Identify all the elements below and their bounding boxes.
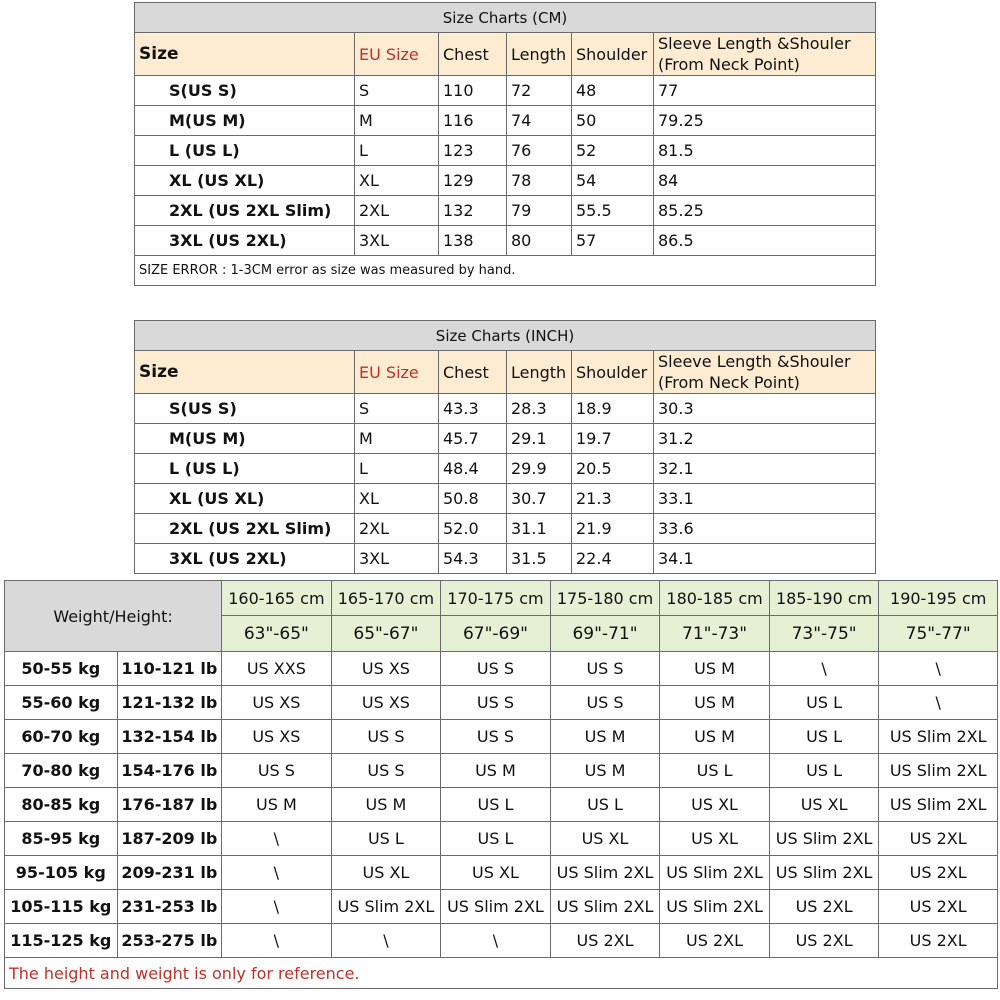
size-recommendation: US M	[660, 720, 770, 754]
size-recommendation: \	[441, 924, 551, 958]
height-in-header: 63"-65"	[222, 616, 332, 652]
cell-length: 78	[507, 166, 572, 196]
size-row	[135, 484, 876, 514]
size-recommendation: US L	[550, 788, 660, 822]
height-in-header: 71"-73"	[660, 616, 770, 652]
cell-sleeve-length: 33.1	[654, 484, 876, 514]
weight-kg: 85-95 kg	[5, 822, 118, 856]
size-recommendation: US M	[222, 788, 332, 822]
weight-lb: 231-253 lb	[117, 890, 222, 924]
cell-sleeve-length: 77	[654, 76, 876, 106]
weight-row	[5, 788, 998, 822]
cell-length: 29.1	[507, 424, 572, 454]
cell-length: 74	[507, 106, 572, 136]
header-chest: Chest	[439, 33, 507, 76]
height-cm-header: 185-190 cm	[769, 581, 879, 616]
cell-length: 76	[507, 136, 572, 166]
cell-length: 29.9	[507, 454, 572, 484]
cell-eu-size: 3XL	[355, 226, 439, 256]
weight-row	[5, 652, 998, 686]
size-recommendation: US XL	[769, 788, 879, 822]
size-recommendation: US M	[441, 754, 551, 788]
cell-sleeve-length: 79.25	[654, 106, 876, 136]
height-in-header: 75"-77"	[879, 616, 998, 652]
cell-eu-size: L	[355, 454, 439, 484]
weight-kg: 105-115 kg	[5, 890, 118, 924]
size-recommendation: US S	[331, 754, 441, 788]
cell-shoulder: 18.9	[572, 394, 654, 424]
cell-sleeve-length: 85.25	[654, 196, 876, 226]
cell-size: S(US S)	[135, 394, 355, 424]
size-recommendation: US S	[222, 754, 332, 788]
height-in-header: 69"-71"	[550, 616, 660, 652]
size-row	[135, 544, 876, 574]
weight-row	[5, 856, 998, 890]
size-recommendation: US L	[441, 822, 551, 856]
size-recommendation: US S	[441, 720, 551, 754]
cell-eu-size: M	[355, 106, 439, 136]
weight-lb: 253-275 lb	[117, 924, 222, 958]
size-recommendation: US S	[550, 686, 660, 720]
header-size: Size	[135, 351, 355, 394]
header-shoulder: Shoulder	[572, 351, 654, 394]
size-chart-title: Size Charts (CM)	[135, 3, 876, 33]
height-in-header: 73"-75"	[769, 616, 879, 652]
size-recommendation: US M	[550, 720, 660, 754]
height-cm-header: 175-180 cm	[550, 581, 660, 616]
size-row	[135, 454, 876, 484]
size-recommendation: US L	[441, 788, 551, 822]
size-recommendation: US XL	[660, 822, 770, 856]
size-error-note: SIZE ERROR : 1-3CM error as size was measured by hand.	[135, 256, 876, 286]
size-recommendation: US XS	[222, 686, 332, 720]
size-recommendation: US S	[441, 652, 551, 686]
cell-size: 3XL (US 2XL)	[135, 544, 355, 574]
cell-chest: 48.4	[439, 454, 507, 484]
size-recommendation: US S	[550, 652, 660, 686]
size-recommendation: US XS	[222, 720, 332, 754]
size-recommendation: US Slim 2XL	[879, 720, 998, 754]
cell-chest: 43.3	[439, 394, 507, 424]
weight-row	[5, 890, 998, 924]
weight-lb: 209-231 lb	[117, 856, 222, 890]
size-chart-title: Size Charts (INCH)	[135, 321, 876, 351]
cell-size: L (US L)	[135, 136, 355, 166]
cell-chest: 132	[439, 196, 507, 226]
size-recommendation: US Slim 2XL	[660, 890, 770, 924]
header-sleeve-line2: (From Neck Point)	[658, 55, 800, 74]
cell-eu-size: M	[355, 424, 439, 454]
cell-sleeve-length: 34.1	[654, 544, 876, 574]
weight-height-body	[5, 581, 998, 989]
size-recommendation: US M	[550, 754, 660, 788]
size-recommendation: US 2XL	[769, 924, 879, 958]
cell-sleeve-length: 31.2	[654, 424, 876, 454]
cell-size: L (US L)	[135, 454, 355, 484]
cell-eu-size: XL	[355, 166, 439, 196]
size-recommendation: US Slim 2XL	[769, 856, 879, 890]
size-recommendation: US 2XL	[879, 856, 998, 890]
height-cm-header: 190-195 cm	[879, 581, 998, 616]
weight-kg: 95-105 kg	[5, 856, 118, 890]
size-recommendation: US 2XL	[879, 822, 998, 856]
size-row	[135, 166, 876, 196]
cell-sleeve-length: 86.5	[654, 226, 876, 256]
size-row	[135, 196, 876, 226]
header-sleeve-line1: Sleeve Length &Shouler	[658, 34, 851, 53]
size-recommendation: \	[879, 652, 998, 686]
size-recommendation: \	[222, 856, 332, 890]
weight-kg: 115-125 kg	[5, 924, 118, 958]
cell-chest: 50.8	[439, 484, 507, 514]
cell-length: 72	[507, 76, 572, 106]
header-length: Length	[507, 33, 572, 76]
size-recommendation: US Slim 2XL	[550, 890, 660, 924]
size-row	[135, 76, 876, 106]
cell-shoulder: 19.7	[572, 424, 654, 454]
reference-note-row	[5, 958, 998, 989]
cell-length: 28.3	[507, 394, 572, 424]
cell-sleeve-length: 30.3	[654, 394, 876, 424]
cell-chest: 116	[439, 106, 507, 136]
size-recommendation: US S	[331, 720, 441, 754]
header-eu-size: EU Size	[355, 33, 439, 76]
size-recommendation: US Slim 2XL	[879, 754, 998, 788]
size-recommendation: US XS	[331, 652, 441, 686]
size-recommendation: US XL	[331, 856, 441, 890]
weight-row	[5, 822, 998, 856]
cell-length: 30.7	[507, 484, 572, 514]
weight-lb: 187-209 lb	[117, 822, 222, 856]
cell-size: XL (US XL)	[135, 166, 355, 196]
size-row	[135, 424, 876, 454]
cell-eu-size: XL	[355, 484, 439, 514]
cell-length: 31.1	[507, 514, 572, 544]
cell-chest: 110	[439, 76, 507, 106]
size-row	[135, 226, 876, 256]
cell-shoulder: 21.3	[572, 484, 654, 514]
cell-shoulder: 50	[572, 106, 654, 136]
size-error-note-row	[135, 256, 876, 286]
size-recommendation: US XL	[550, 822, 660, 856]
size-recommendation: US Slim 2XL	[441, 890, 551, 924]
weight-row	[5, 924, 998, 958]
cell-size: XL (US XL)	[135, 484, 355, 514]
weight-lb: 110-121 lb	[117, 652, 222, 686]
size-recommendation: \	[222, 890, 332, 924]
cell-size: 2XL (US 2XL Slim)	[135, 514, 355, 544]
size-recommendation: US L	[660, 754, 770, 788]
size-chart-title-row	[135, 3, 876, 33]
size-recommendation: US XL	[660, 788, 770, 822]
size-recommendation: \	[769, 652, 879, 686]
header-length: Length	[507, 351, 572, 394]
size-recommendation: US XXS	[222, 652, 332, 686]
weight-row	[5, 754, 998, 788]
cell-size: 2XL (US 2XL Slim)	[135, 196, 355, 226]
header-chest: Chest	[439, 351, 507, 394]
weight-height-chart	[4, 580, 998, 989]
weight-row	[5, 686, 998, 720]
weight-kg: 50-55 kg	[5, 652, 118, 686]
cell-chest: 129	[439, 166, 507, 196]
size-recommendation: US XS	[331, 686, 441, 720]
header-shoulder: Shoulder	[572, 33, 654, 76]
height-cm-header: 180-185 cm	[660, 581, 770, 616]
header-sleeve-line1: Sleeve Length &Shouler	[658, 352, 851, 371]
size-recommendation: US M	[331, 788, 441, 822]
size-chart-inch	[134, 320, 876, 574]
cell-size: 3XL (US 2XL)	[135, 226, 355, 256]
weight-kg: 55-60 kg	[5, 686, 118, 720]
cell-chest: 54.3	[439, 544, 507, 574]
size-recommendation: US 2XL	[769, 890, 879, 924]
size-recommendation: \	[222, 822, 332, 856]
weight-lb: 121-132 lb	[117, 686, 222, 720]
cell-shoulder: 48	[572, 76, 654, 106]
cell-shoulder: 22.4	[572, 544, 654, 574]
cell-shoulder: 55.5	[572, 196, 654, 226]
size-recommendation: US M	[660, 652, 770, 686]
size-recommendation: US S	[441, 686, 551, 720]
size-recommendation: \	[222, 924, 332, 958]
weight-height-label: Weight/Height:	[5, 581, 222, 652]
size-chart-header-row	[135, 33, 876, 76]
weight-kg: 60-70 kg	[5, 720, 118, 754]
cell-chest: 123	[439, 136, 507, 166]
weight-lb: 176-187 lb	[117, 788, 222, 822]
size-chart-inch-body	[135, 321, 876, 574]
size-row	[135, 514, 876, 544]
cell-shoulder: 52	[572, 136, 654, 166]
size-recommendation: US 2XL	[660, 924, 770, 958]
height-cm-header: 170-175 cm	[441, 581, 551, 616]
cell-shoulder: 57	[572, 226, 654, 256]
cell-length: 80	[507, 226, 572, 256]
header-size: Size	[135, 33, 355, 76]
reference-note: The height and weight is only for reference.	[5, 958, 998, 989]
header-sleeve-length	[654, 351, 876, 394]
height-cm-row	[5, 581, 998, 616]
cell-shoulder: 20.5	[572, 454, 654, 484]
header-eu-size: EU Size	[355, 351, 439, 394]
cell-eu-size: S	[355, 76, 439, 106]
cell-length: 31.5	[507, 544, 572, 574]
size-recommendation: \	[879, 686, 998, 720]
cell-eu-size: 2XL	[355, 514, 439, 544]
size-recommendation: US L	[769, 720, 879, 754]
height-cm-header: 160-165 cm	[222, 581, 332, 616]
size-chart-header-row	[135, 351, 876, 394]
size-row	[135, 394, 876, 424]
size-chart-title-row	[135, 321, 876, 351]
cell-sleeve-length: 84	[654, 166, 876, 196]
weight-kg: 70-80 kg	[5, 754, 118, 788]
cell-eu-size: L	[355, 136, 439, 166]
cell-sleeve-length: 33.6	[654, 514, 876, 544]
height-cm-header: 165-170 cm	[331, 581, 441, 616]
size-chart-cm	[134, 2, 876, 286]
cell-sleeve-length: 81.5	[654, 136, 876, 166]
size-recommendation: US Slim 2XL	[331, 890, 441, 924]
size-recommendation: US 2XL	[879, 890, 998, 924]
cell-size: M(US M)	[135, 106, 355, 136]
size-recommendation: US Slim 2XL	[879, 788, 998, 822]
cell-shoulder: 54	[572, 166, 654, 196]
size-recommendation: US 2XL	[550, 924, 660, 958]
cell-chest: 45.7	[439, 424, 507, 454]
cell-size: M(US M)	[135, 424, 355, 454]
size-recommendation: US XL	[441, 856, 551, 890]
size-recommendation: US Slim 2XL	[660, 856, 770, 890]
cell-eu-size: 3XL	[355, 544, 439, 574]
size-row	[135, 136, 876, 166]
size-recommendation: US Slim 2XL	[550, 856, 660, 890]
size-chart-cm-body	[135, 3, 876, 286]
cell-sleeve-length: 32.1	[654, 454, 876, 484]
size-recommendation: \	[331, 924, 441, 958]
weight-lb: 132-154 lb	[117, 720, 222, 754]
size-row	[135, 106, 876, 136]
size-recommendation: US L	[769, 686, 879, 720]
size-recommendation: US L	[769, 754, 879, 788]
weight-kg: 80-85 kg	[5, 788, 118, 822]
cell-eu-size: S	[355, 394, 439, 424]
weight-row	[5, 720, 998, 754]
cell-eu-size: 2XL	[355, 196, 439, 226]
height-in-header: 67"-69"	[441, 616, 551, 652]
header-sleeve-length	[654, 33, 876, 76]
size-recommendation: US L	[331, 822, 441, 856]
weight-lb: 154-176 lb	[117, 754, 222, 788]
cell-shoulder: 21.9	[572, 514, 654, 544]
cell-size: S(US S)	[135, 76, 355, 106]
cell-length: 79	[507, 196, 572, 226]
cell-chest: 138	[439, 226, 507, 256]
size-recommendation: US Slim 2XL	[769, 822, 879, 856]
cell-chest: 52.0	[439, 514, 507, 544]
size-recommendation: US M	[660, 686, 770, 720]
size-recommendation: US 2XL	[879, 924, 998, 958]
height-in-header: 65"-67"	[331, 616, 441, 652]
header-sleeve-line2: (From Neck Point)	[658, 373, 800, 392]
